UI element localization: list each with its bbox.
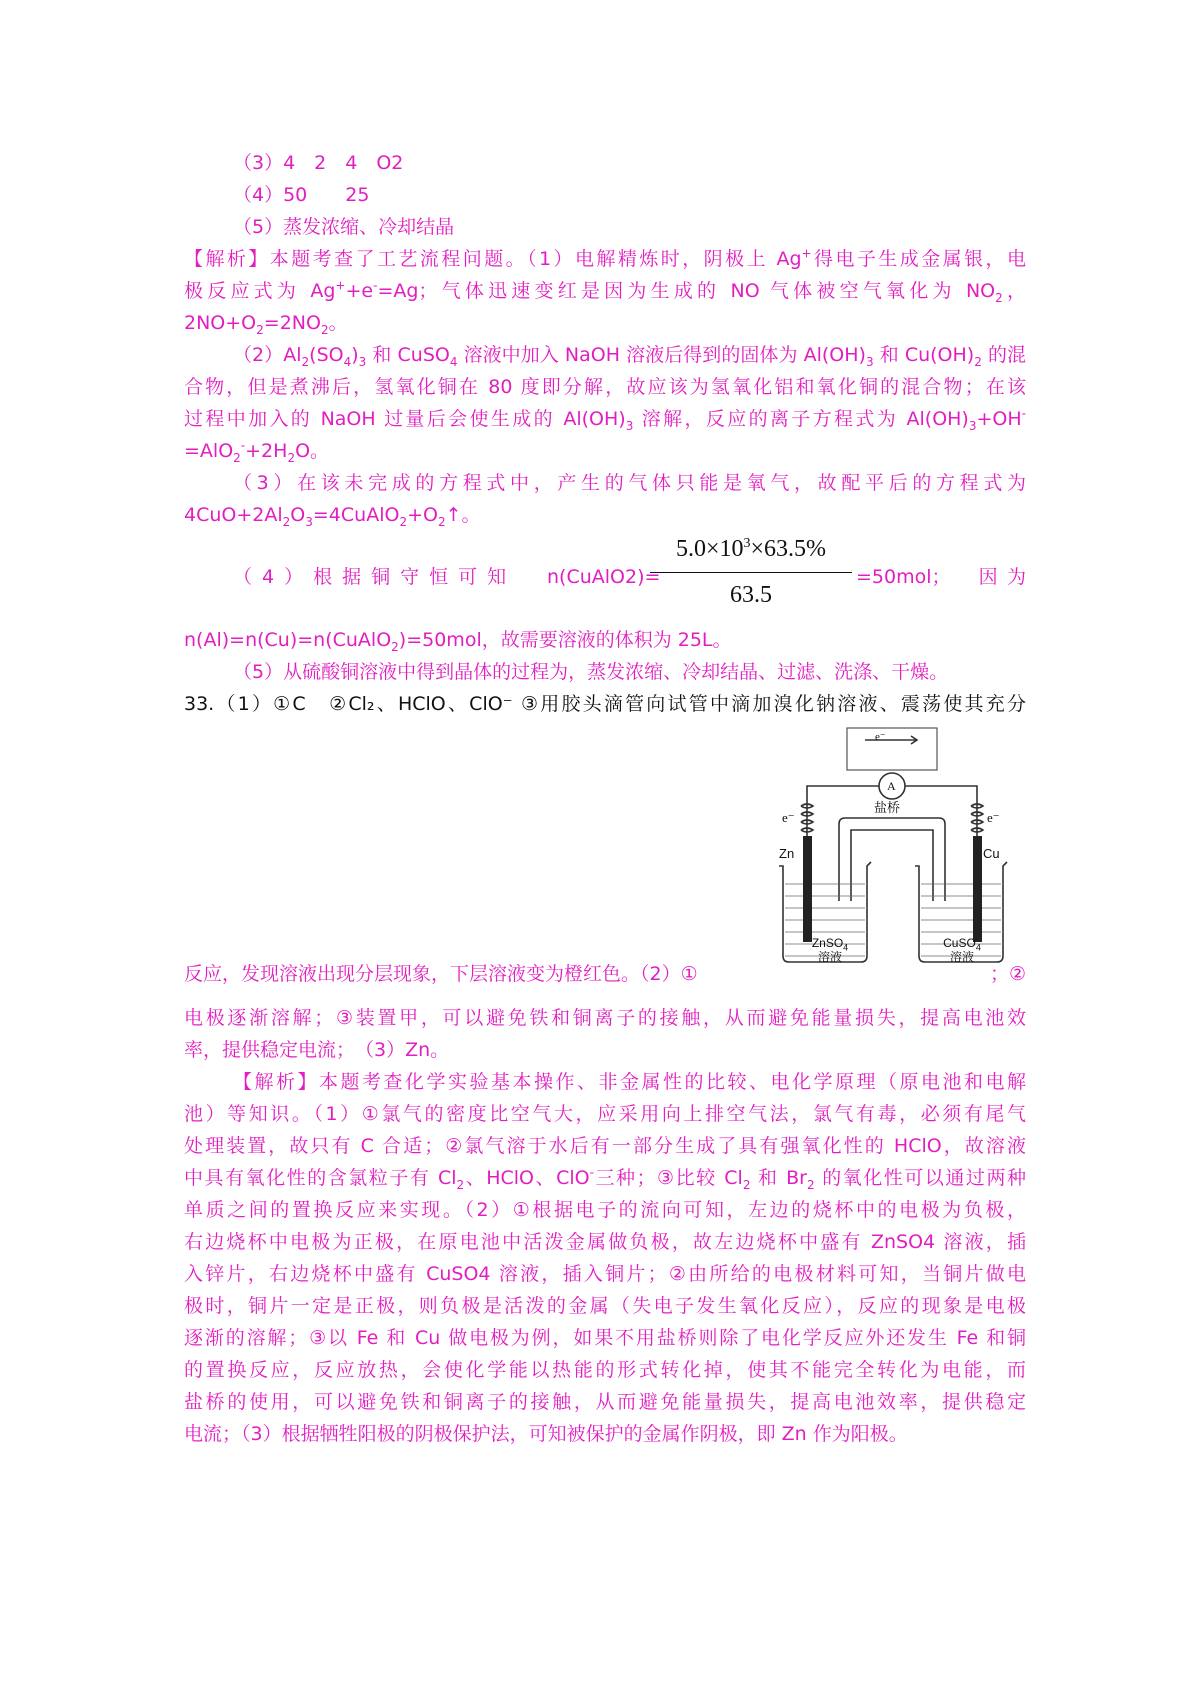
analysis-32-p5: （5）从硫酸铜溶液中得到晶体的过程为，蒸发浓缩、冷却结晶、过滤、洗涤、干燥。 — [233, 661, 949, 683]
analysis-33-line7: 入锌片，右边烧杯中盛有 CuSO4 溶液，插入铜片；②由所给的电极材料可知，当铜片做电 — [184, 1263, 1026, 1285]
analysis-32-p2-line2: 合物，但是煮沸后，氢氧化铜在 80 度即分解，故应该为氢氧化铝和氧化铜的混合物；在该 — [184, 376, 1026, 398]
cu-label: Cu — [983, 846, 1000, 861]
analysis-33-line8: 极时，铜片一定是正极，则负极是活泼的金属（失电子发生氧化反应），反应的现象是电极 — [184, 1295, 1026, 1317]
answer-33-line4: 率，提供稳定电流； （3）Zn。 — [184, 1039, 450, 1061]
analysis-32-p1-line2: 极反应式为 Ag++e-=Ag；气体迅速变红是因为生成的 NO 气体被空气氧化为 $NO_2$， — [184, 278, 1026, 305]
answer-33-line2a: 反应，发现溶液出现分层现象，下层溶液变为橙红色。（2）① — [184, 963, 698, 985]
analysis-33-line4: 中具有氧化性的含氯粒子有 $Cl_2$、HClO、ClO-三种；③比较 $Cl_2$ 和 $Br_2$ 的氧化性可以通过两种 — [184, 1165, 1026, 1192]
galvanic-cell-diagram — [777, 726, 1022, 971]
ammeter-label: A — [887, 779, 896, 793]
analysis-33-line6: 右边烧杯中电极为正极，在原电池中活泼金属做负极，故左边烧杯中盛有 ZnSO4 溶液，插 — [184, 1231, 1026, 1253]
answer-32-3: （3）4 2 4 O2 — [233, 152, 404, 174]
znso4-label: ZnSO$_4$ 溶液 — [811, 936, 849, 964]
analysis-32-p3-line1: （3）在该未完成的方程式中，产生的气体只能是氧气，故配平后的方程式为 — [233, 472, 1026, 494]
e-left-label: e⁻ — [782, 810, 795, 825]
analysis-label: 【解析】 — [184, 248, 270, 270]
analysis-32-p4-result: =50mol； 因为 — [856, 566, 1026, 588]
wire-left — [807, 786, 879, 866]
analysis-33-line9: 逐渐的溶解；③以 Fe 和 Cu 做电极为例，如果不用盐桥则除了电化学反应外还发生 Fe 和铜 — [184, 1327, 1026, 1349]
analysis-32-p1-line3: $2NO+O_2=2NO_2$。 — [184, 312, 348, 337]
analysis-33-line2: 池）等知识。（1）①氯气的密度比空气大，应采用向上排空气法，氯气有毒，必须有尾气 — [184, 1103, 1026, 1125]
electron-top-label: e⁻ — [875, 731, 886, 743]
ammeter-box — [847, 728, 937, 770]
answer-33-line3: 电极逐渐溶解；③装置甲，可以避免铁和铜离子的接触，从而避免能量损失，提高电池效 — [184, 1007, 1026, 1029]
salt-bridge-label: 盐桥 — [874, 801, 901, 816]
analysis-32-p4-line2: n(Al)=n(Cu)=n(CuAlO$_2$)=50mol，故需要溶液的体积为 25L。 — [184, 629, 732, 654]
answer-32-4: （4）50 25 — [233, 184, 370, 206]
zn-label: Zn — [779, 846, 795, 861]
analysis-33-line10: 的置换反应，反应放热，会使化学能以热能的形式转化掉，使其不能完全转化为电能，而 — [184, 1359, 1026, 1381]
answer-32-5: （5）蒸发浓缩、冷却结晶 — [233, 216, 455, 238]
analysis-32-p2-line1: $(2)Al_2(SO_4)_3$ 和 CuSO$_4$ 溶液中加入 NaOH 溶液后得到的固体为 $Al(OH)_3$ 和 $Cu(OH)_2$ 的混 — [233, 344, 1026, 369]
cuso4-label: CuSO$_4$ 溶液 — [943, 936, 981, 964]
analysis-33-line11: 盐桥的使用，可以避免铁和铜离子的接触，从而避免能量损失，提高电池效率，提供稳定 — [184, 1391, 1026, 1413]
analysis-32-p4-expr: n(CuAlO2)= — [547, 566, 661, 588]
cu-electrode — [973, 836, 982, 942]
analysis-32-p1-line1: 【解析】本题考查了工艺流程问题。（1）电解精炼时，阴极上 Ag+得电子生成金属银，电 — [184, 246, 1026, 270]
e-right-label: e⁻ — [987, 810, 1000, 825]
salt-bridge-inner — [851, 830, 933, 901]
analysis-32-p3-line2: $4CuO+2Al_2O_3=4CuAlO_2+O_2↑$。 — [184, 504, 481, 529]
analysis-33-line5: 单质之间的置换反应来实现。（2）①根据电子的流向可知，左边的烧杯中的电极为负极， — [184, 1199, 1026, 1221]
wire-right — [905, 786, 977, 866]
answer-33-line2b: ；② — [989, 963, 1026, 985]
analysis-32-p2-line4: $=AlO_2^-+2H_2O$。 — [184, 438, 330, 465]
fraction-bar — [650, 572, 852, 573]
analysis-33-line1: 【解析】本题考查化学实验基本操作、非金属性的比较、电化学原理（原电池和电解 — [233, 1071, 1026, 1093]
analysis-32-p4-label: （4）根据铜守恒可知 — [233, 566, 517, 588]
analysis-32-p2-line3: 过程中加入的 NaOH 过量后会使生成的 $Al(OH)_3$ 溶解，反应的离子方程式为 $Al(OH)_3+OH^-$ — [184, 406, 1026, 433]
zn-electrode — [803, 836, 812, 942]
fraction-denominator: 63.5 — [730, 582, 772, 608]
fraction-numerator: $5.0\times 10^3\times 63.5\%$ — [675, 536, 827, 562]
analysis-33-line3: 处理装置，故只有 C 合适；②氯气溶于水后有一部分生成了具有强氧化性的 HClO，故溶液 — [184, 1135, 1026, 1157]
answer-33-line1: 33.（1）①C ②Cl₂、HClO、ClO⁻ ③用胶头滴管向试管中滴加溴化钠溶液、震荡使其充分 — [184, 693, 1026, 715]
analysis-33-line12: 电流；（3）根据牺牲阳极的阴极保护法，可知被保护的金属作阴极，即 Zn 作为阳极。 — [184, 1423, 908, 1445]
